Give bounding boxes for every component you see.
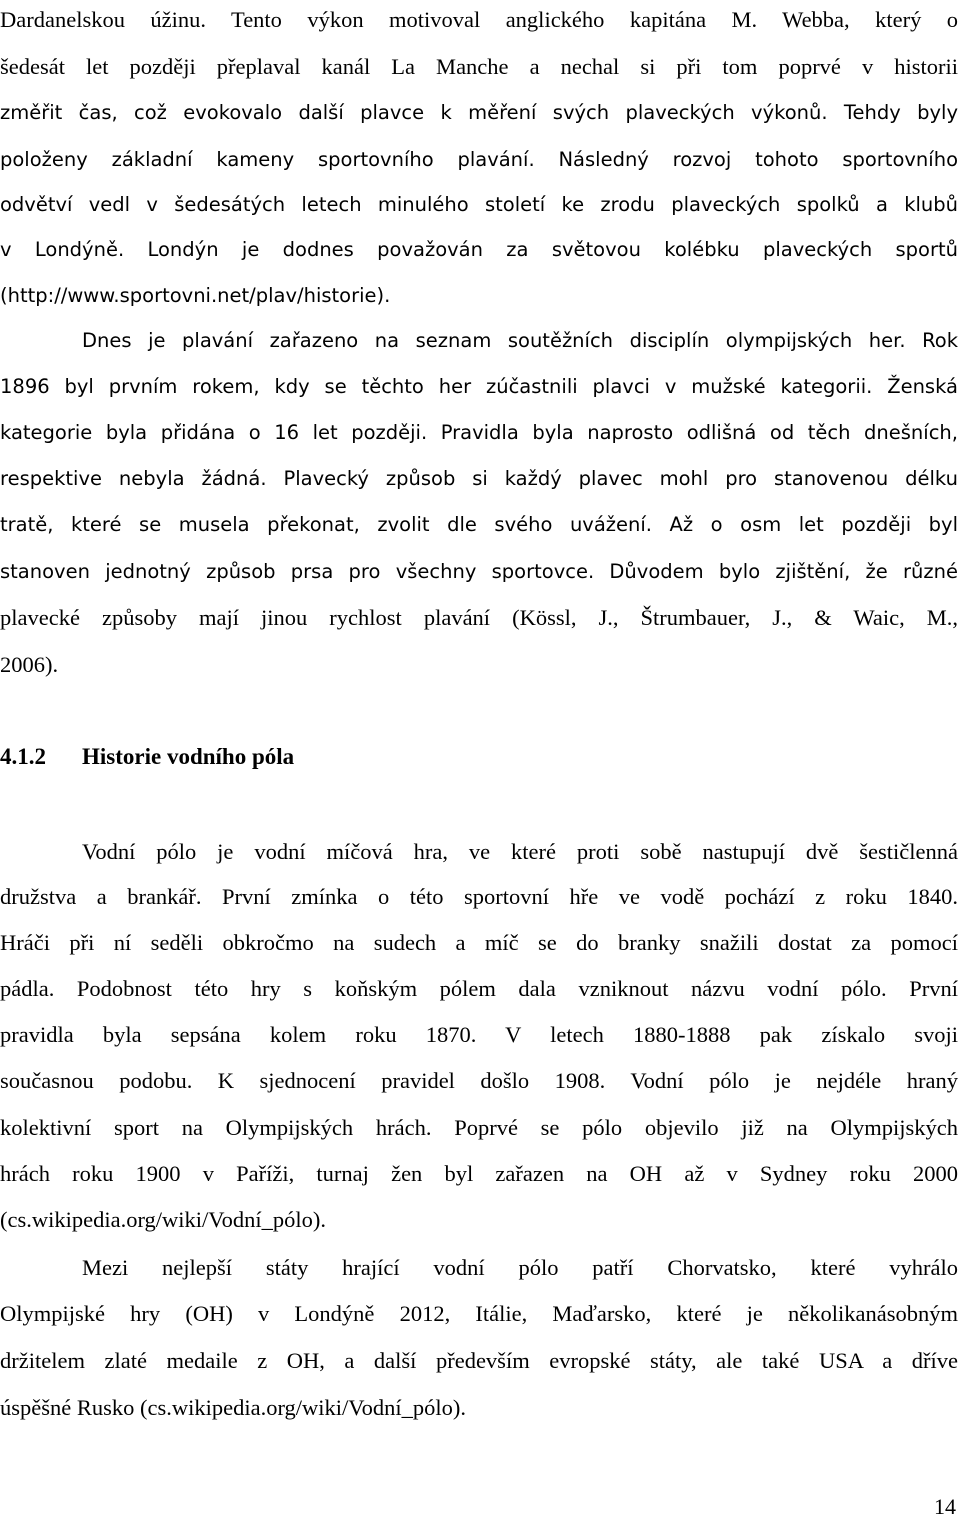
text-line: stanoven jednotný způsob prsa pro všechny sportovce. Důvodem bylo zjištění, že různé	[0, 560, 958, 583]
section-heading	[0, 742, 294, 772]
text-line: plavecké způsoby mají jinou rychlost plavání (Kössl, J., Štrumbauer, J., & Waic, M.,	[0, 605, 958, 630]
text-line: Vodní pólo je vodní míčová hra, ve které proti sobě nastupují dvě šestičlenná	[82, 839, 958, 864]
text-line: tratě, které se musela překonat, zvolit dle svého uvážení. Až o osm let později byl	[0, 513, 958, 536]
text-line: položeny základní kameny sportovního plavání. Následný rozvoj tohoto sportovního	[0, 148, 958, 171]
text-line: pravidla byla sepsána kolem roku 1870. V letech 1880-1888 pak získalo svoji	[0, 1022, 958, 1047]
text-line: Mezi nejlepší státy hrající vodní pólo patří Chorvatsko, které vyhrálo	[82, 1255, 958, 1280]
text-line: Dnes je plavání zařazeno na seznam soutěžních disciplín olympijských her. Rok	[82, 329, 958, 352]
text-line: (http://www.sportovni.net/plav/historie).	[0, 284, 391, 307]
text-line: šedesát let později přeplaval kanál La Manche a nechal si při tom poprvé v historii	[0, 54, 958, 79]
text-line: kolektivní sport na Olympijských hrách. Poprvé se pólo objevilo již na Olympijských	[0, 1115, 958, 1140]
text-line: hrách roku 1900 v Paříži, turnaj žen byl zařazen na OH až v Sydney roku 2000	[0, 1161, 958, 1186]
text-line: Hráči při ní seděli obkročmo na sudech a míč se do branky snažili dostat za pomocí	[0, 930, 958, 955]
text-line: držitelem zlaté medaile z OH, a další především evropské státy, ale také USA a dříve	[0, 1348, 958, 1373]
text-line: 1896 byl prvním rokem, kdy se těchto her zúčastnili plavci v mužské kategorii. Ženská	[0, 375, 958, 398]
text-line: pádla. Podobnost této hry s koňským pólem dala vzniknout názvu vodní pólo. První	[0, 976, 958, 1001]
section-title: Historie vodního póla	[82, 744, 295, 769]
text-line: úspěšné Rusko (cs.wikipedia.org/wiki/Vodní_pólo).	[0, 1395, 467, 1420]
text-line: kategorie byla přidána o 16 let později. Pravidla byla naprosto odlišná od těch dnešních,	[0, 421, 958, 444]
text-line: družstva a brankář. První zmínka o této sportovní hře ve vodě pochází z roku 1840.	[0, 884, 958, 909]
text-line: respektive nebyla žádná. Plavecký způsob si každý plavec mohl pro stanovenou délku	[0, 467, 958, 490]
text-line: (cs.wikipedia.org/wiki/Vodní_pólo).	[0, 1207, 327, 1232]
text-line: odvětví vedl v šedesátých letech minulého století ke zrodu plaveckých spolků a klubů	[0, 193, 958, 216]
text-line: v Londýně. Londýn je dodnes považován za světovou kolébku plaveckých sportů	[0, 238, 958, 261]
text-line: Olympijské hry (OH) v Londýně 2012, Itálie, Maďarsko, které je několikanásobným	[0, 1301, 958, 1326]
page-number: 14	[934, 1494, 956, 1519]
section-number: 4.1.2	[0, 744, 46, 769]
text-line: 2006).	[0, 652, 59, 677]
text-line: současnou podobu. K sjednocení pravidel došlo 1908. Vodní pólo je nejdéle hraný	[0, 1068, 958, 1093]
text-line: změřit čas, což evokovalo další plavce k měření svých plaveckých výkonů. Tehdy byly	[0, 101, 958, 124]
text-line: Dardanelskou úžinu. Tento výkon motivoval anglického kapitána M. Webba, který o	[0, 7, 958, 32]
